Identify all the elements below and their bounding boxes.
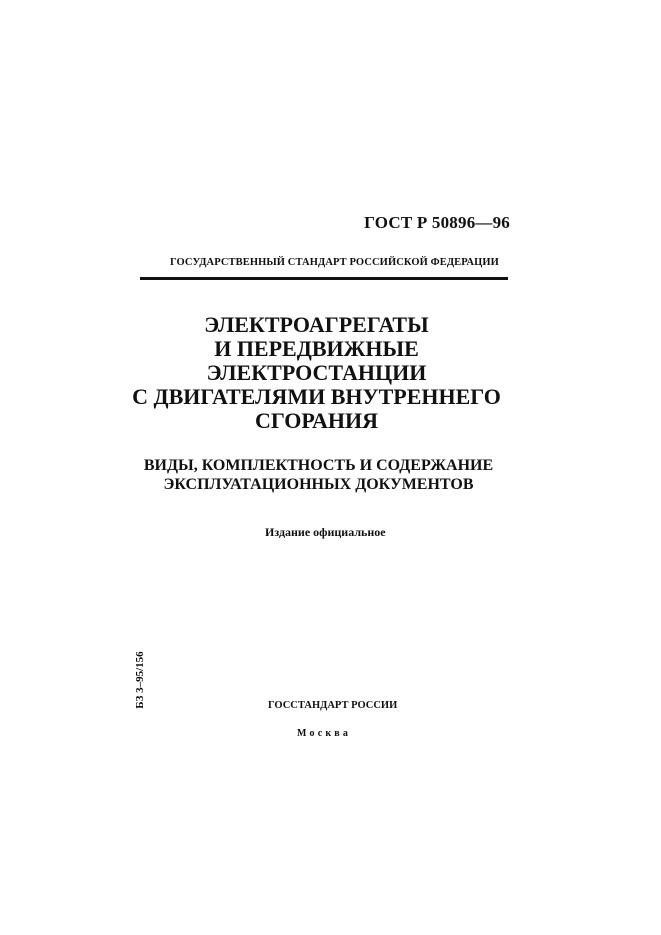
city: Москва <box>297 728 352 739</box>
title-line: ЭЛЕКТРОСТАНЦИИ <box>206 360 427 385</box>
edition-label: Издание официальное <box>265 525 386 539</box>
bz-code: БЗ 3–95/156 <box>134 651 146 709</box>
subtitle-line: ЭКСПЛУАТАЦИОННЫХ ДОКУМЕНТОВ <box>163 476 474 493</box>
title-line: С ДВИГАТЕЛЯМИ ВНУТРЕННЕГО <box>132 384 501 409</box>
title-line: СГОРАНИЯ <box>254 408 379 433</box>
subtitle <box>0 456 649 494</box>
state-standard-header: ГОСУДАРСТВЕННЫЙ СТАНДАРТ РОССИЙСКОЙ ФЕДЕРАЦИИ <box>170 257 499 268</box>
title-line: И ПЕРЕДВИЖНЫЕ <box>214 336 419 361</box>
gost-number: ГОСТ Р 50896—96 <box>364 213 510 232</box>
subtitle-line: ВИДЫ, КОМПЛЕКТНОСТЬ И СОДЕРЖАНИЕ <box>143 457 494 474</box>
main-title <box>0 313 647 433</box>
title-line: ЭЛЕКТРОАГРЕГАТЫ <box>204 312 429 337</box>
publisher: ГОССТАНДАРТ РОССИИ <box>268 700 398 711</box>
header-rule <box>140 277 508 280</box>
